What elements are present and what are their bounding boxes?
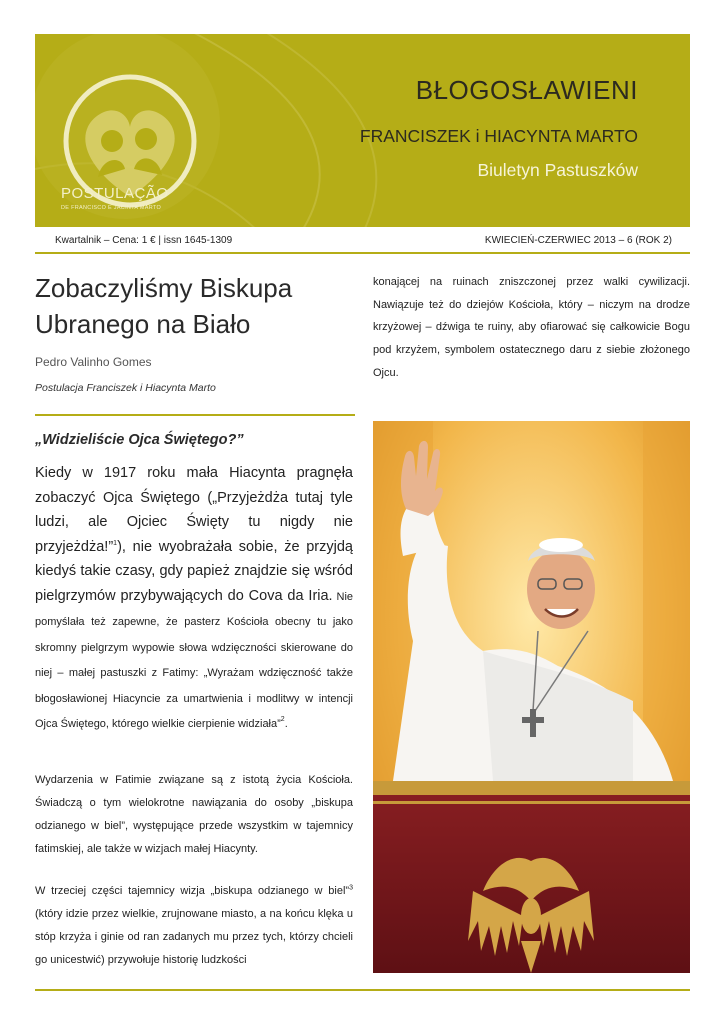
footnote-ref-2: 2: [280, 716, 285, 724]
lead-text-a: Kiedy w 1917 roku mała Hiacynta pragnęła zobaczyć Ojca Świętego („Przyjeżdża tutaj tyle ludzi, ale Ojciec Święty tu nigdy nie przyjeżdża!”: [35, 465, 353, 555]
para3-text-b: (który idzie przez wielkie, zrujnowane miasto, a na końcu klęka u stóp krzyża i ginie od ran zadanych mu przez tych, którzy chcieli go unicestwić) przywołuje historię ludzkości: [35, 908, 353, 966]
article-title: Zobaczyliśmy Biskupa Ubranego na Biało: [35, 273, 293, 339]
body-paragraph-2: Wydarzenia w Fatimie związane są z istotą życia Kościoła. Świadczą o tym wielokrotne nawiązania do osoby „biskupa odzianego w biel”, występujące przede wszystkim w tajemnicy fatimskiej, ale także w wizjach małej Hiacynty.: [35, 774, 353, 855]
postulacao-logo-icon: [50, 69, 210, 227]
issue-info-strip: [35, 227, 690, 254]
price-issn: Kwartalnik – Cena: 1 € | issn 1645-1309: [55, 235, 233, 246]
pope-photo: [373, 421, 690, 973]
publication-subtitle: FRANCISZEK i HIACYNTA MARTO: [359, 126, 638, 146]
logo-text: POSTULAÇÃO: [61, 185, 169, 202]
lead-text-b: ), nie wyobrażała sobie, że przyjdą kiedyś takie czasy, gdy papież znajdzie się wśród pielgrzymów przybywających do Cova da Iria.: [35, 538, 353, 604]
pope-waving-icon: [373, 421, 690, 973]
footer-divider: [35, 989, 690, 991]
para3-text-a: W trzeciej części tajemnicy wizja „biskupa odzianego w biel”: [35, 885, 350, 897]
lead-text-c: Nie pomyślała też zapewne, że pasterz Kościoła obecny tu jako skromny pielgrzym wypowie słowa wdzięczności skierowane do niej – małej pastuszki z Fatimy: „Wyrażam wdzięczność także błogosławionej Hiacyncie za umartwienia i modlitwy w intencji Ojca Świętego, którego wielkie cierpienie widziała”: [35, 590, 354, 730]
publication-title: BŁOGOSŁAWIENI: [415, 75, 638, 105]
body-paragraph-3: [35, 880, 353, 972]
masthead: [35, 34, 690, 227]
section-heading: „Widzieliście Ojca Świętego?”: [35, 432, 244, 448]
publication-series: Biuletyn Pastuszków: [477, 160, 638, 180]
issue-date: KWIECIEŃ-CZERWIEC 2013 – 6 (ROK 2): [484, 235, 672, 246]
footnote-ref-1: 1: [113, 539, 118, 547]
footnote-ref-3: 3: [349, 884, 353, 892]
logo-subtext: DE FRANCISCO E JACINTA MARTO: [61, 205, 162, 211]
article-author: Pedro Valinho Gomes: [35, 355, 152, 369]
article-affiliation: Postulacja Franciszek i Hiacynta Marto: [35, 382, 216, 394]
lead-paragraph: [35, 461, 353, 737]
right-column-paragraph: konającej na ruinach zniszczonej przez walki cywilizacji. Nawiązuje też do dziejów Kościoła, który – niczym na drodze krzyżowej – dźwiga te ruiny, aby ofiarować się całkowicie Bogu pod krzyżem, symbolem ostatecznego daru z siebie złożonego Ojcu.: [373, 276, 690, 379]
lead-text-c-end: .: [284, 718, 288, 730]
section-divider: [35, 414, 355, 416]
